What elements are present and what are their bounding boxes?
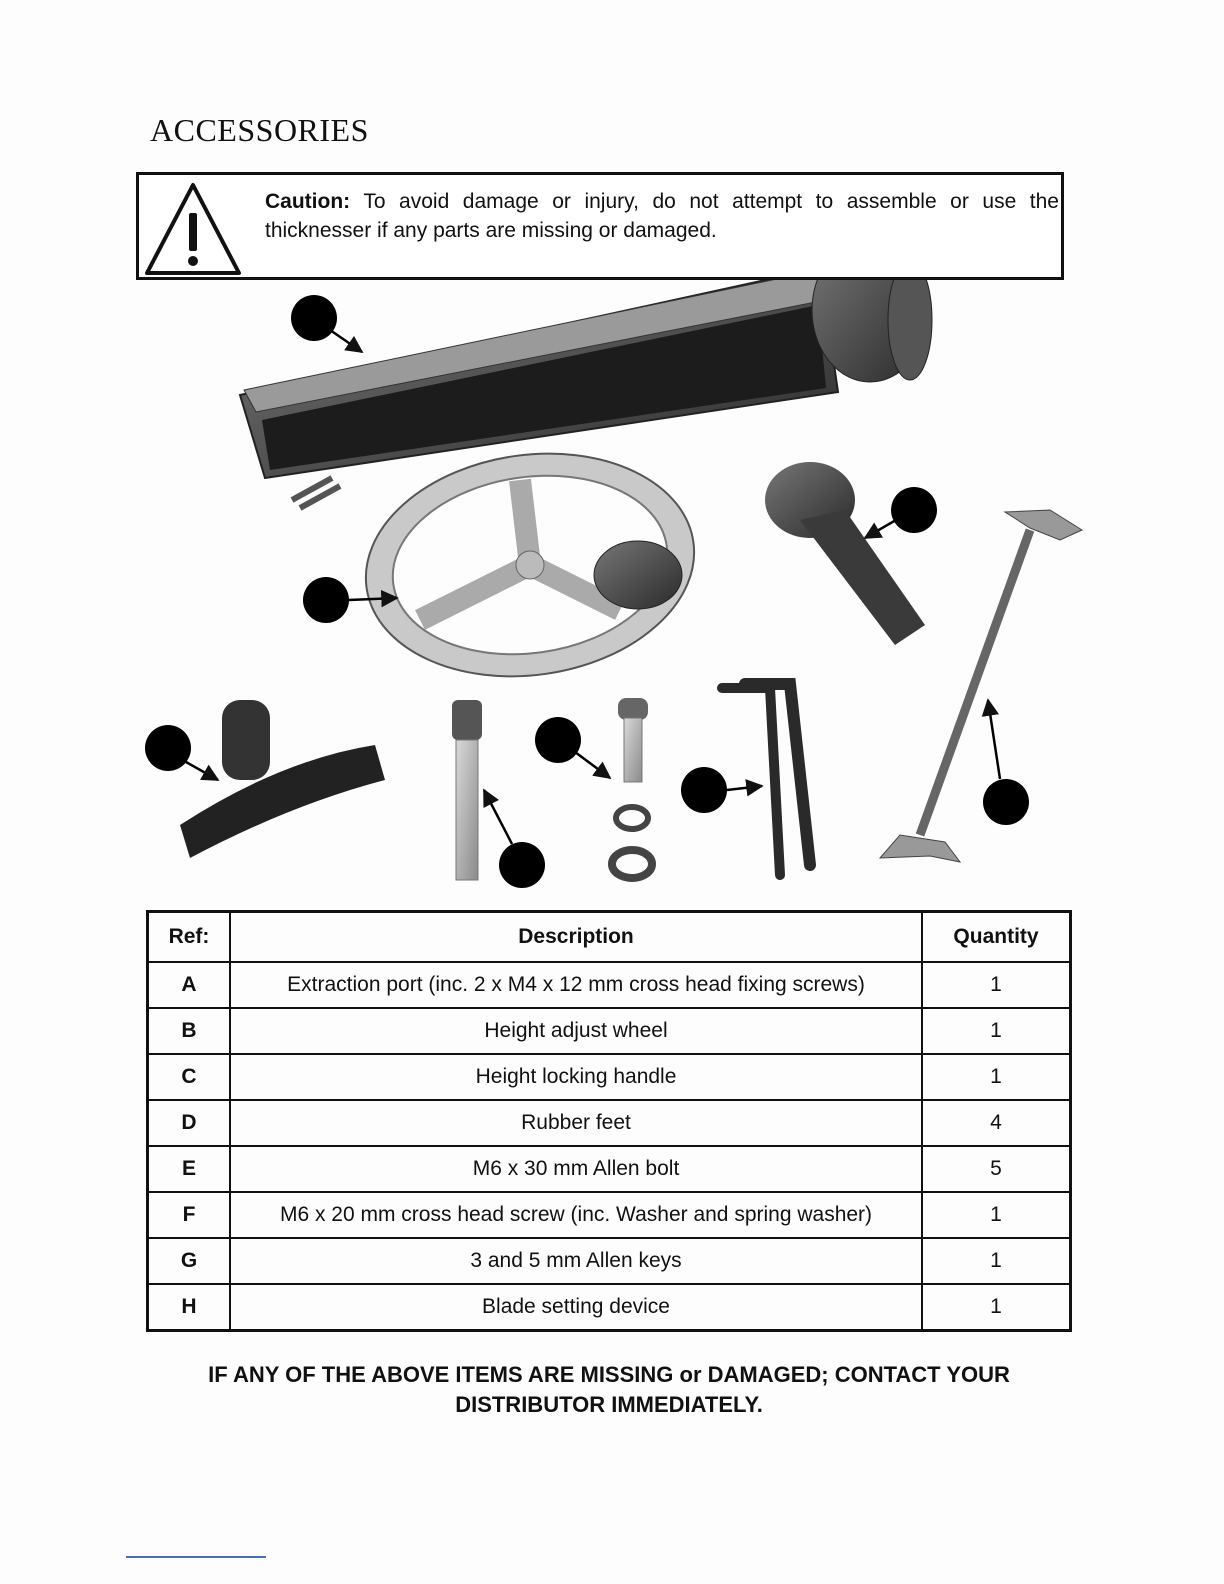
callout-b: [303, 577, 397, 623]
quantity-cell: 4: [922, 1100, 1071, 1146]
bottom-divider: [126, 1556, 266, 1558]
callout-a: [291, 295, 362, 352]
warning-triangle-icon: [143, 181, 243, 277]
table-row: [148, 1054, 1071, 1100]
ref-header: Ref:: [148, 912, 231, 963]
page-title: ACCESSORIES: [150, 112, 369, 148]
height-adjust-wheel-part: [351, 433, 708, 697]
caution-box: [136, 172, 1064, 280]
table-row: [148, 1284, 1071, 1331]
quantity-cell: 1: [922, 1284, 1071, 1331]
notice-line-2: DISTRIBUTOR IMMEDIATELY.: [455, 1392, 763, 1417]
description-cell: M6 x 30 mm Allen bolt: [230, 1146, 922, 1192]
callout-f: [535, 717, 610, 778]
caution-label: Caution:: [265, 190, 351, 213]
description-cell: Extraction port (inc. 2 x M4 x 12 mm cross head fixing screws): [230, 962, 922, 1008]
table-header-row: [148, 912, 1071, 963]
quantity-cell: 1: [922, 962, 1071, 1008]
blade-setting-device-part: [880, 510, 1082, 862]
description-header: Description: [230, 912, 922, 963]
table-row: [148, 1192, 1071, 1238]
quantity-cell: 1: [922, 1238, 1071, 1284]
caution-body: To avoid damage or injury, do not attempt to assemble or use the thicknesser if any parts are missing or damaged.: [265, 190, 1059, 242]
parts-table: [146, 910, 1072, 1332]
ref-cell: H: [148, 1284, 231, 1331]
description-cell: Height adjust wheel: [230, 1008, 922, 1054]
table-row: [148, 1146, 1071, 1192]
table-row: [148, 962, 1071, 1008]
ref-cell: E: [148, 1146, 231, 1192]
notice-line-1: IF ANY OF THE ABOVE ITEMS ARE MISSING or DAMAGED; CONTACT YOUR: [208, 1362, 1010, 1387]
description-cell: Height locking handle: [230, 1054, 922, 1100]
height-locking-handle-part: [765, 462, 925, 645]
callout-e: [484, 790, 545, 888]
table-row: [148, 1100, 1071, 1146]
table-row: [148, 1008, 1071, 1054]
quantity-cell: 1: [922, 1054, 1071, 1100]
caution-message: [265, 187, 1059, 245]
ref-cell: C: [148, 1054, 231, 1100]
ref-cell: A: [148, 962, 231, 1008]
allen-bolt-part: [452, 700, 482, 880]
ref-cell: G: [148, 1238, 231, 1284]
quantity-cell: 1: [922, 1192, 1071, 1238]
callout-c: [865, 487, 937, 538]
ref-cell: F: [148, 1192, 231, 1238]
quantity-cell: 5: [922, 1146, 1071, 1192]
quantity-header: Quantity: [922, 912, 1071, 963]
ref-cell: D: [148, 1100, 231, 1146]
description-cell: M6 x 20 mm cross head screw (inc. Washer and spring washer): [230, 1192, 922, 1238]
ref-cell: B: [148, 1008, 231, 1054]
description-cell: 3 and 5 mm Allen keys: [230, 1238, 922, 1284]
callout-h: [983, 700, 1029, 825]
quantity-cell: 1: [922, 1008, 1071, 1054]
allen-keys-part: [722, 684, 810, 875]
description-cell: Blade setting device: [230, 1284, 922, 1331]
callout-d: [145, 725, 218, 780]
table-row: [148, 1238, 1071, 1284]
description-cell: Rubber feet: [230, 1100, 922, 1146]
callout-markers: [145, 295, 1029, 888]
callout-g: [681, 767, 762, 813]
missing-items-notice: [146, 1360, 1072, 1420]
rubber-foot-part: [180, 700, 385, 858]
cross-head-screw-part: [612, 698, 652, 878]
